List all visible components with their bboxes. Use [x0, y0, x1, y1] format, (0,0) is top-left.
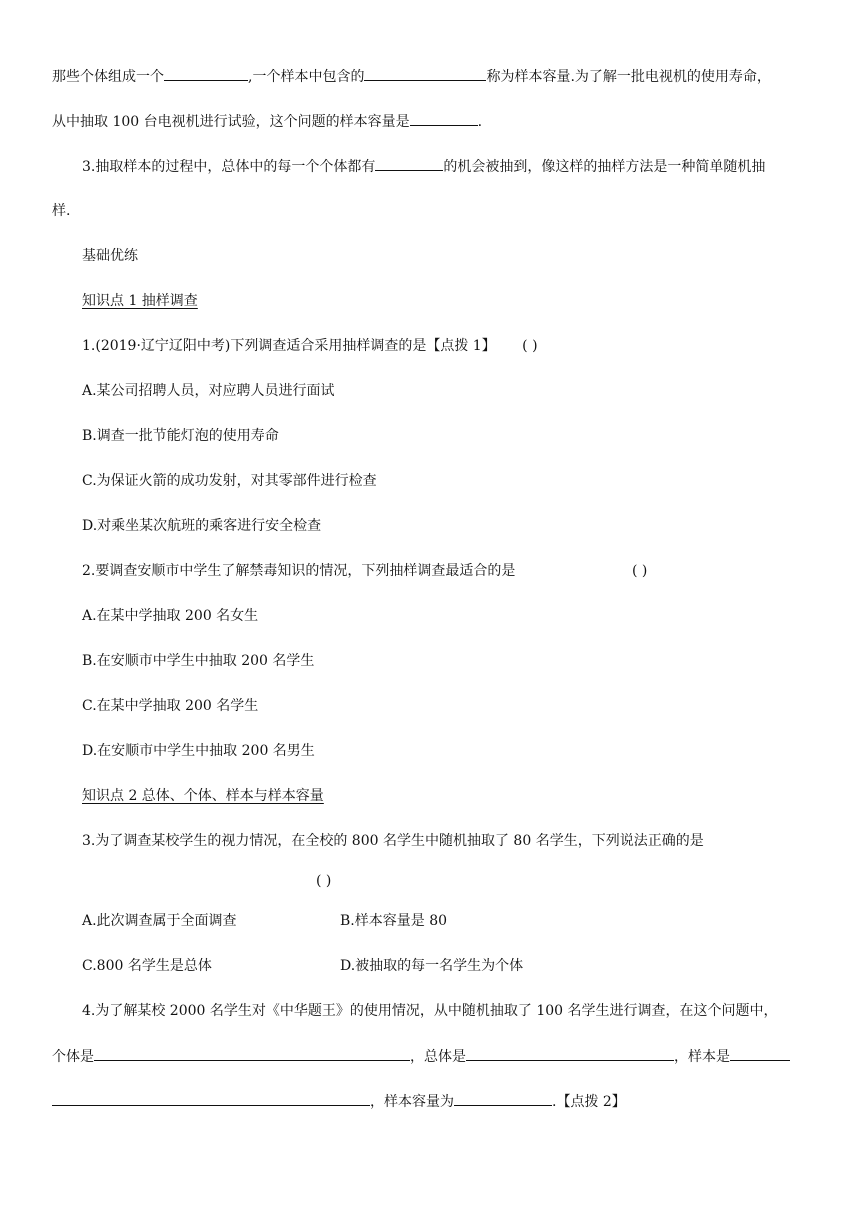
question-2-stem	[82, 561, 515, 581]
intro-text: 从中抽取 100 台电视机进行试验，这个问题的样本容量是	[52, 114, 410, 130]
answer-paren[interactable]: ( )	[522, 338, 538, 354]
intro-line-4	[52, 201, 70, 221]
intro-line-3	[82, 156, 765, 177]
question-3-stem: 3.为了调查某校学生的视力情况，在全校的 800 名学生中随机抽取了 80 名学生，下列说法正确的是	[82, 833, 704, 849]
option-b[interactable]: B.在安顺市中学生中抽取 200 名学生	[82, 653, 315, 669]
option-b[interactable]: B.调查一批节能灯泡的使用寿命	[82, 428, 279, 444]
intro-text: .	[477, 114, 483, 130]
answer-blank[interactable]	[454, 1091, 552, 1106]
option-d[interactable]: D.在安顺市中学生中抽取 200 名男生	[82, 743, 315, 759]
answer-blank[interactable]	[375, 156, 443, 171]
intro-text: 称为样本容量.为了解一批电视机的使用寿命，	[486, 69, 771, 85]
knowledge-point-heading: 知识点 1 抽样调查	[82, 293, 198, 309]
option-a[interactable]: A.在某中学抽取 200 名女生	[82, 608, 259, 624]
section-heading: 基础优练	[82, 248, 138, 264]
question-text: ，样本是	[674, 1049, 730, 1065]
question-text: 1.(2019·辽宁辽阳中考)下列调查适合采用抽样调查的是【点拨 1】	[82, 338, 496, 354]
answer-blank[interactable]	[164, 66, 248, 81]
intro-text: ,一个样本中包含的	[248, 69, 365, 85]
question-4-line-2	[52, 1046, 790, 1067]
answer-blank[interactable]	[52, 1091, 370, 1106]
option-c[interactable]: C.为保证火箭的成功发射，对其零部件进行检查	[82, 473, 377, 489]
question-text: .【点拨 2】	[552, 1094, 626, 1110]
question-4-line-3	[52, 1091, 626, 1112]
question-text: ，总体是	[410, 1049, 466, 1065]
answer-paren[interactable]: ( )	[316, 873, 332, 889]
question-text: 2.要调查安顺市中学生了解禁毒知识的情况，下列抽样调查最适合的是	[82, 563, 516, 579]
intro-text: 3.抽取样本的过程中，总体中的每一个个体都有	[82, 159, 376, 175]
question-1-stem	[82, 336, 538, 356]
option-c[interactable]: C.800 名学生是总体	[82, 958, 212, 974]
option-b[interactable]: B.样本容量是 80	[340, 913, 448, 929]
intro-text: 样.	[52, 203, 71, 219]
answer-blank[interactable]	[410, 111, 478, 126]
answer-blank[interactable]	[730, 1046, 790, 1061]
answer-blank[interactable]	[364, 66, 486, 81]
answer-blank[interactable]	[466, 1046, 674, 1061]
question-text: ，样本容量为	[370, 1094, 454, 1110]
option-d[interactable]: D.被抽取的每一名学生为个体	[340, 958, 524, 974]
question-4-stem: 4.为了解某校 2000 名学生对《中华题王》的使用情况，从中随机抽取了 100 名学生进行调查，在这个问题中，	[82, 1003, 778, 1019]
intro-text: 的机会被抽到，像这样的抽样方法是一种简单随机抽	[443, 159, 766, 175]
intro-line-2	[52, 111, 482, 132]
intro-line-1	[52, 66, 771, 87]
option-d[interactable]: D.对乘坐某次航班的乘客进行安全检查	[82, 518, 322, 534]
question-text: 个体是	[52, 1049, 94, 1065]
option-a[interactable]: A.某公司招聘人员，对应聘人员进行面试	[82, 383, 335, 399]
knowledge-point-heading: 知识点 2 总体、个体、样本与样本容量	[82, 788, 324, 804]
option-a[interactable]: A.此次调查属于全面调查	[82, 913, 237, 929]
intro-text: 那些个体组成一个	[52, 69, 164, 85]
answer-blank[interactable]	[94, 1046, 410, 1061]
option-c[interactable]: C.在某中学抽取 200 名学生	[82, 698, 259, 714]
answer-paren[interactable]: ( )	[632, 563, 648, 579]
